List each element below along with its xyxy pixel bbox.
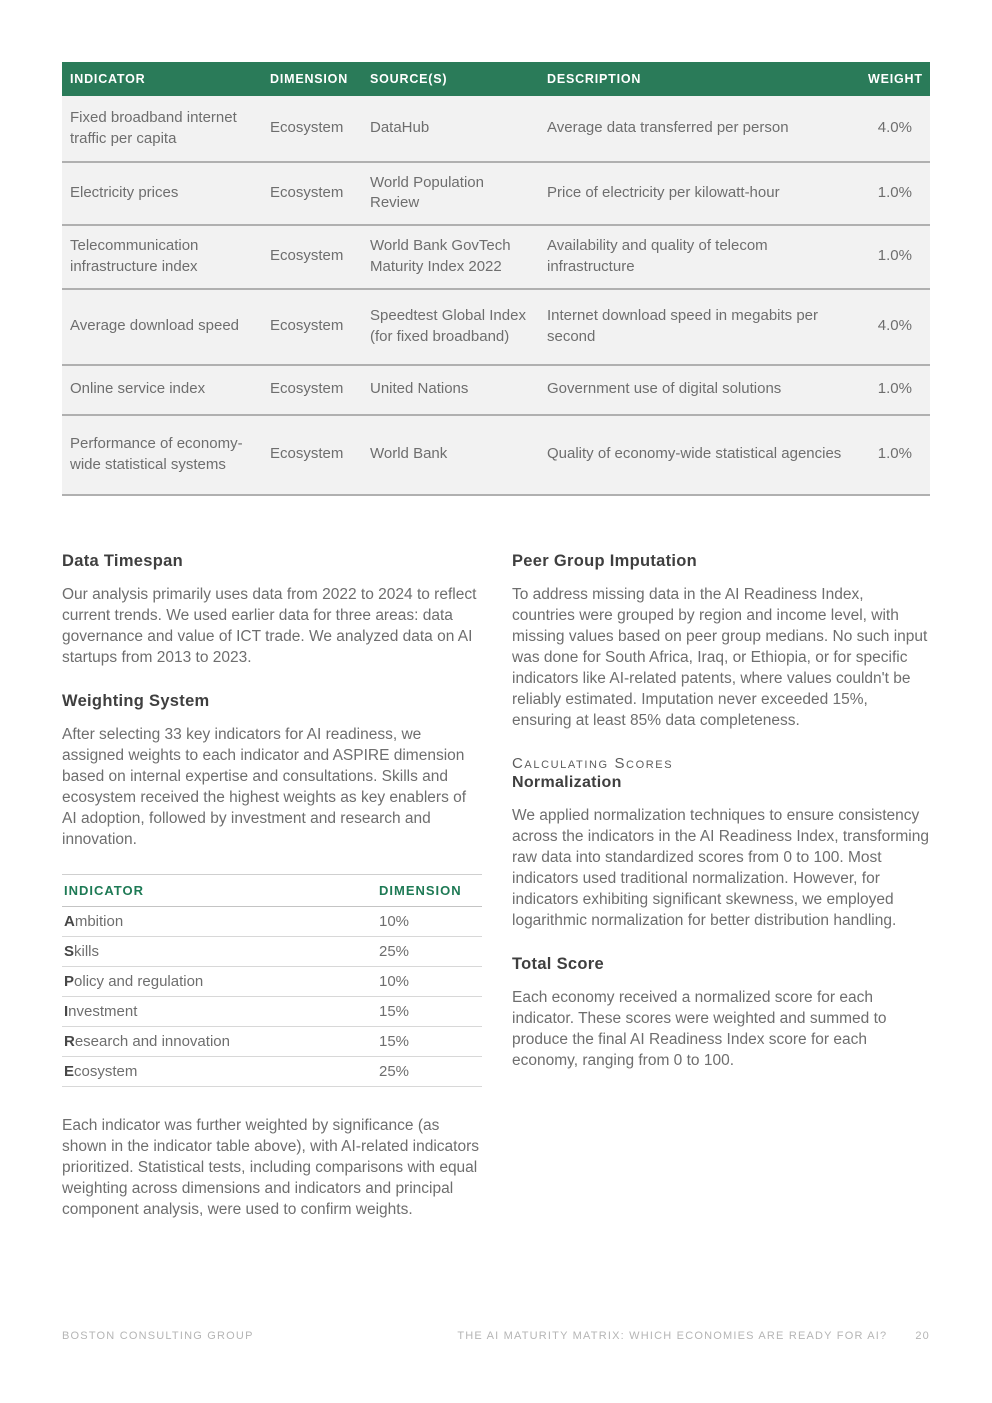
cell-indicator: Average download speed xyxy=(62,289,262,365)
dim-col-header-indicator: INDICATOR xyxy=(62,874,377,906)
table-row xyxy=(62,162,930,225)
table-row xyxy=(62,225,930,289)
cell-description: Availability and quality of telecom infrastructure xyxy=(539,225,860,289)
section-heading-data-timespan: Data Timespan xyxy=(62,551,183,570)
cell-weight: 4.0% xyxy=(860,96,930,162)
section-heading-weighting-system: Weighting System xyxy=(62,691,210,710)
aspire-rest: cosystem xyxy=(74,1062,138,1080)
dim-cell-value: 10% xyxy=(377,906,482,936)
paragraph-weighting-system: After selecting 33 key indicators for AI readiness, we assigned weights to each indicator and ASPIRE dimension based on internal expertise and consultations. Skills and ecosystem received the highest weights as key enablers of AI adoption, followed by investment and research and innovation. xyxy=(62,725,467,848)
cell-indicator: Telecommunication infrastructure index xyxy=(62,225,262,289)
dim-cell-value: 15% xyxy=(377,996,482,1026)
paragraph-normalization: We applied normalization techniques to ensure consistency across the indicators in the AI Readiness Index, transforming raw data into standardized scores from 0 to 100. Most indicators used traditional normalization. However, for indicators exhibiting significant skewness, we employed logarithmic normalization for better distribution handling. xyxy=(512,806,929,929)
cell-indicator: Fixed broadband internet traffic per capita xyxy=(62,96,262,162)
cell-dimension: Ecosystem xyxy=(262,225,362,289)
footer-page-number: 20 xyxy=(915,1330,930,1342)
dimension-table-header xyxy=(62,874,482,906)
cell-indicator: Online service index xyxy=(62,365,262,415)
dim-col-header-dimension: DIMENSION xyxy=(377,874,482,906)
cell-dimension: Ecosystem xyxy=(262,162,362,225)
table-row xyxy=(62,1056,482,1086)
dim-cell-name xyxy=(62,996,377,1026)
dim-cell-value: 25% xyxy=(377,1056,482,1086)
indicator-table-header xyxy=(62,62,930,96)
cell-description: Price of electricity per kilowatt-hour xyxy=(539,162,860,225)
paragraph-data-timespan: Our analysis primarily uses data from 2022 to 2024 to reflect current trends. We used earlier data for three areas: data governance and value of ICT trade. We analyzed data on AI startups from 2013 to 2023. xyxy=(62,585,477,666)
dim-cell-value: 25% xyxy=(377,936,482,966)
table-row xyxy=(62,996,482,1026)
paragraph-peer-group: To address missing data in the AI Readiness Index, countries were grouped by region and income level, with missing values based on peer group medians. No such input was done for South Africa, Iraq, or Ethiopia, or for specific indicators like AI-related patents, where values couldn't be reliably estimated. Imputation never exceeded 15%, ensuring at least 85% data completeness. xyxy=(512,585,928,729)
cell-source: Speedtest Global Index (for fixed broadband) xyxy=(362,289,539,365)
table-row xyxy=(62,365,930,415)
section-heading-normalization: Normalization xyxy=(512,773,622,791)
dim-cell-value: 15% xyxy=(377,1026,482,1056)
col-header-indicator: INDICATOR xyxy=(62,62,262,96)
aspire-letter: P xyxy=(64,972,75,990)
table-row xyxy=(62,96,930,162)
aspire-letter: S xyxy=(64,942,75,960)
cell-source: World Bank GovTech Maturity Index 2022 xyxy=(362,225,539,289)
footer-report-title: THE AI MATURITY MATRIX: WHICH ECONOMIES ARE READY FOR AI? xyxy=(457,1330,888,1342)
page-content xyxy=(62,62,930,1244)
cell-dimension: Ecosystem xyxy=(262,289,362,365)
col-header-dimension: DIMENSION xyxy=(262,62,362,96)
left-column xyxy=(62,552,482,1244)
page-footer xyxy=(62,1330,930,1342)
cell-description: Internet download speed in megabits per second xyxy=(539,289,860,365)
paragraph-total-score: Each economy received a normalized score for each indicator. These scores were weighted and summed to produce the final AI Readiness Index score for each economy, ranging from 0 to 100. xyxy=(512,988,887,1069)
dim-cell-name xyxy=(62,906,377,936)
cell-description: Quality of economy-wide statistical agencies xyxy=(539,415,860,495)
footer-company-name: BOSTON CONSULTING GROUP xyxy=(62,1330,254,1342)
indicator-table xyxy=(62,62,930,496)
section-label-calculating-scores: Calculating Scores xyxy=(512,754,674,772)
table-row xyxy=(62,936,482,966)
right-column xyxy=(512,552,930,1095)
text-columns xyxy=(62,552,930,1244)
aspire-letter: I xyxy=(64,1002,69,1020)
aspire-letter: R xyxy=(64,1032,75,1050)
aspire-rest: nvestment xyxy=(68,1002,138,1020)
section-heading-peer-group: Peer Group Imputation xyxy=(512,551,698,570)
aspire-letter: E xyxy=(64,1062,75,1080)
table-row xyxy=(62,966,482,996)
dim-cell-name xyxy=(62,966,377,996)
cell-source: World Population Review xyxy=(362,162,539,225)
footer-right-group xyxy=(457,1330,930,1342)
cell-indicator: Performance of economy-wide statistical systems xyxy=(62,415,262,495)
dim-cell-name xyxy=(62,1056,377,1086)
cell-weight: 1.0% xyxy=(860,162,930,225)
dim-cell-value: 10% xyxy=(377,966,482,996)
cell-source: DataHub xyxy=(362,96,539,162)
table-row xyxy=(62,289,930,365)
cell-dimension: Ecosystem xyxy=(262,415,362,495)
aspire-rest: olicy and regulation xyxy=(74,972,204,990)
col-header-weight: WEIGHT xyxy=(860,62,930,96)
col-header-description: DESCRIPTION xyxy=(539,62,860,96)
cell-weight: 1.0% xyxy=(860,225,930,289)
table-row xyxy=(62,906,482,936)
aspire-rest: kills xyxy=(74,942,100,960)
cell-weight: 4.0% xyxy=(860,289,930,365)
cell-source: United Nations xyxy=(362,365,539,415)
cell-indicator: Electricity prices xyxy=(62,162,262,225)
cell-source: World Bank xyxy=(362,415,539,495)
cell-dimension: Ecosystem xyxy=(262,365,362,415)
cell-weight: 1.0% xyxy=(860,365,930,415)
paragraph-weighting-footnote: Each indicator was further weighted by significance (as shown in the indicator table above), with AI-related indicators prioritized. Statistical tests, including comparisons with equal weighting across dimensions and indicators and principal component analysis, were used to confirm weights. xyxy=(62,1116,480,1218)
dimension-weight-table xyxy=(62,874,482,1087)
cell-weight: 1.0% xyxy=(860,415,930,495)
table-row xyxy=(62,1026,482,1056)
dim-cell-name xyxy=(62,1026,377,1056)
cell-description: Government use of digital solutions xyxy=(539,365,860,415)
aspire-letter: A xyxy=(64,912,75,930)
aspire-rest: esearch and innovation xyxy=(74,1032,230,1050)
dim-cell-name xyxy=(62,936,377,966)
cell-dimension: Ecosystem xyxy=(262,96,362,162)
table-row xyxy=(62,415,930,495)
cell-description: Average data transferred per person xyxy=(539,96,860,162)
aspire-rest: mbition xyxy=(74,912,124,930)
section-heading-total-score: Total Score xyxy=(512,954,604,973)
col-header-source: SOURCE(S) xyxy=(362,62,539,96)
